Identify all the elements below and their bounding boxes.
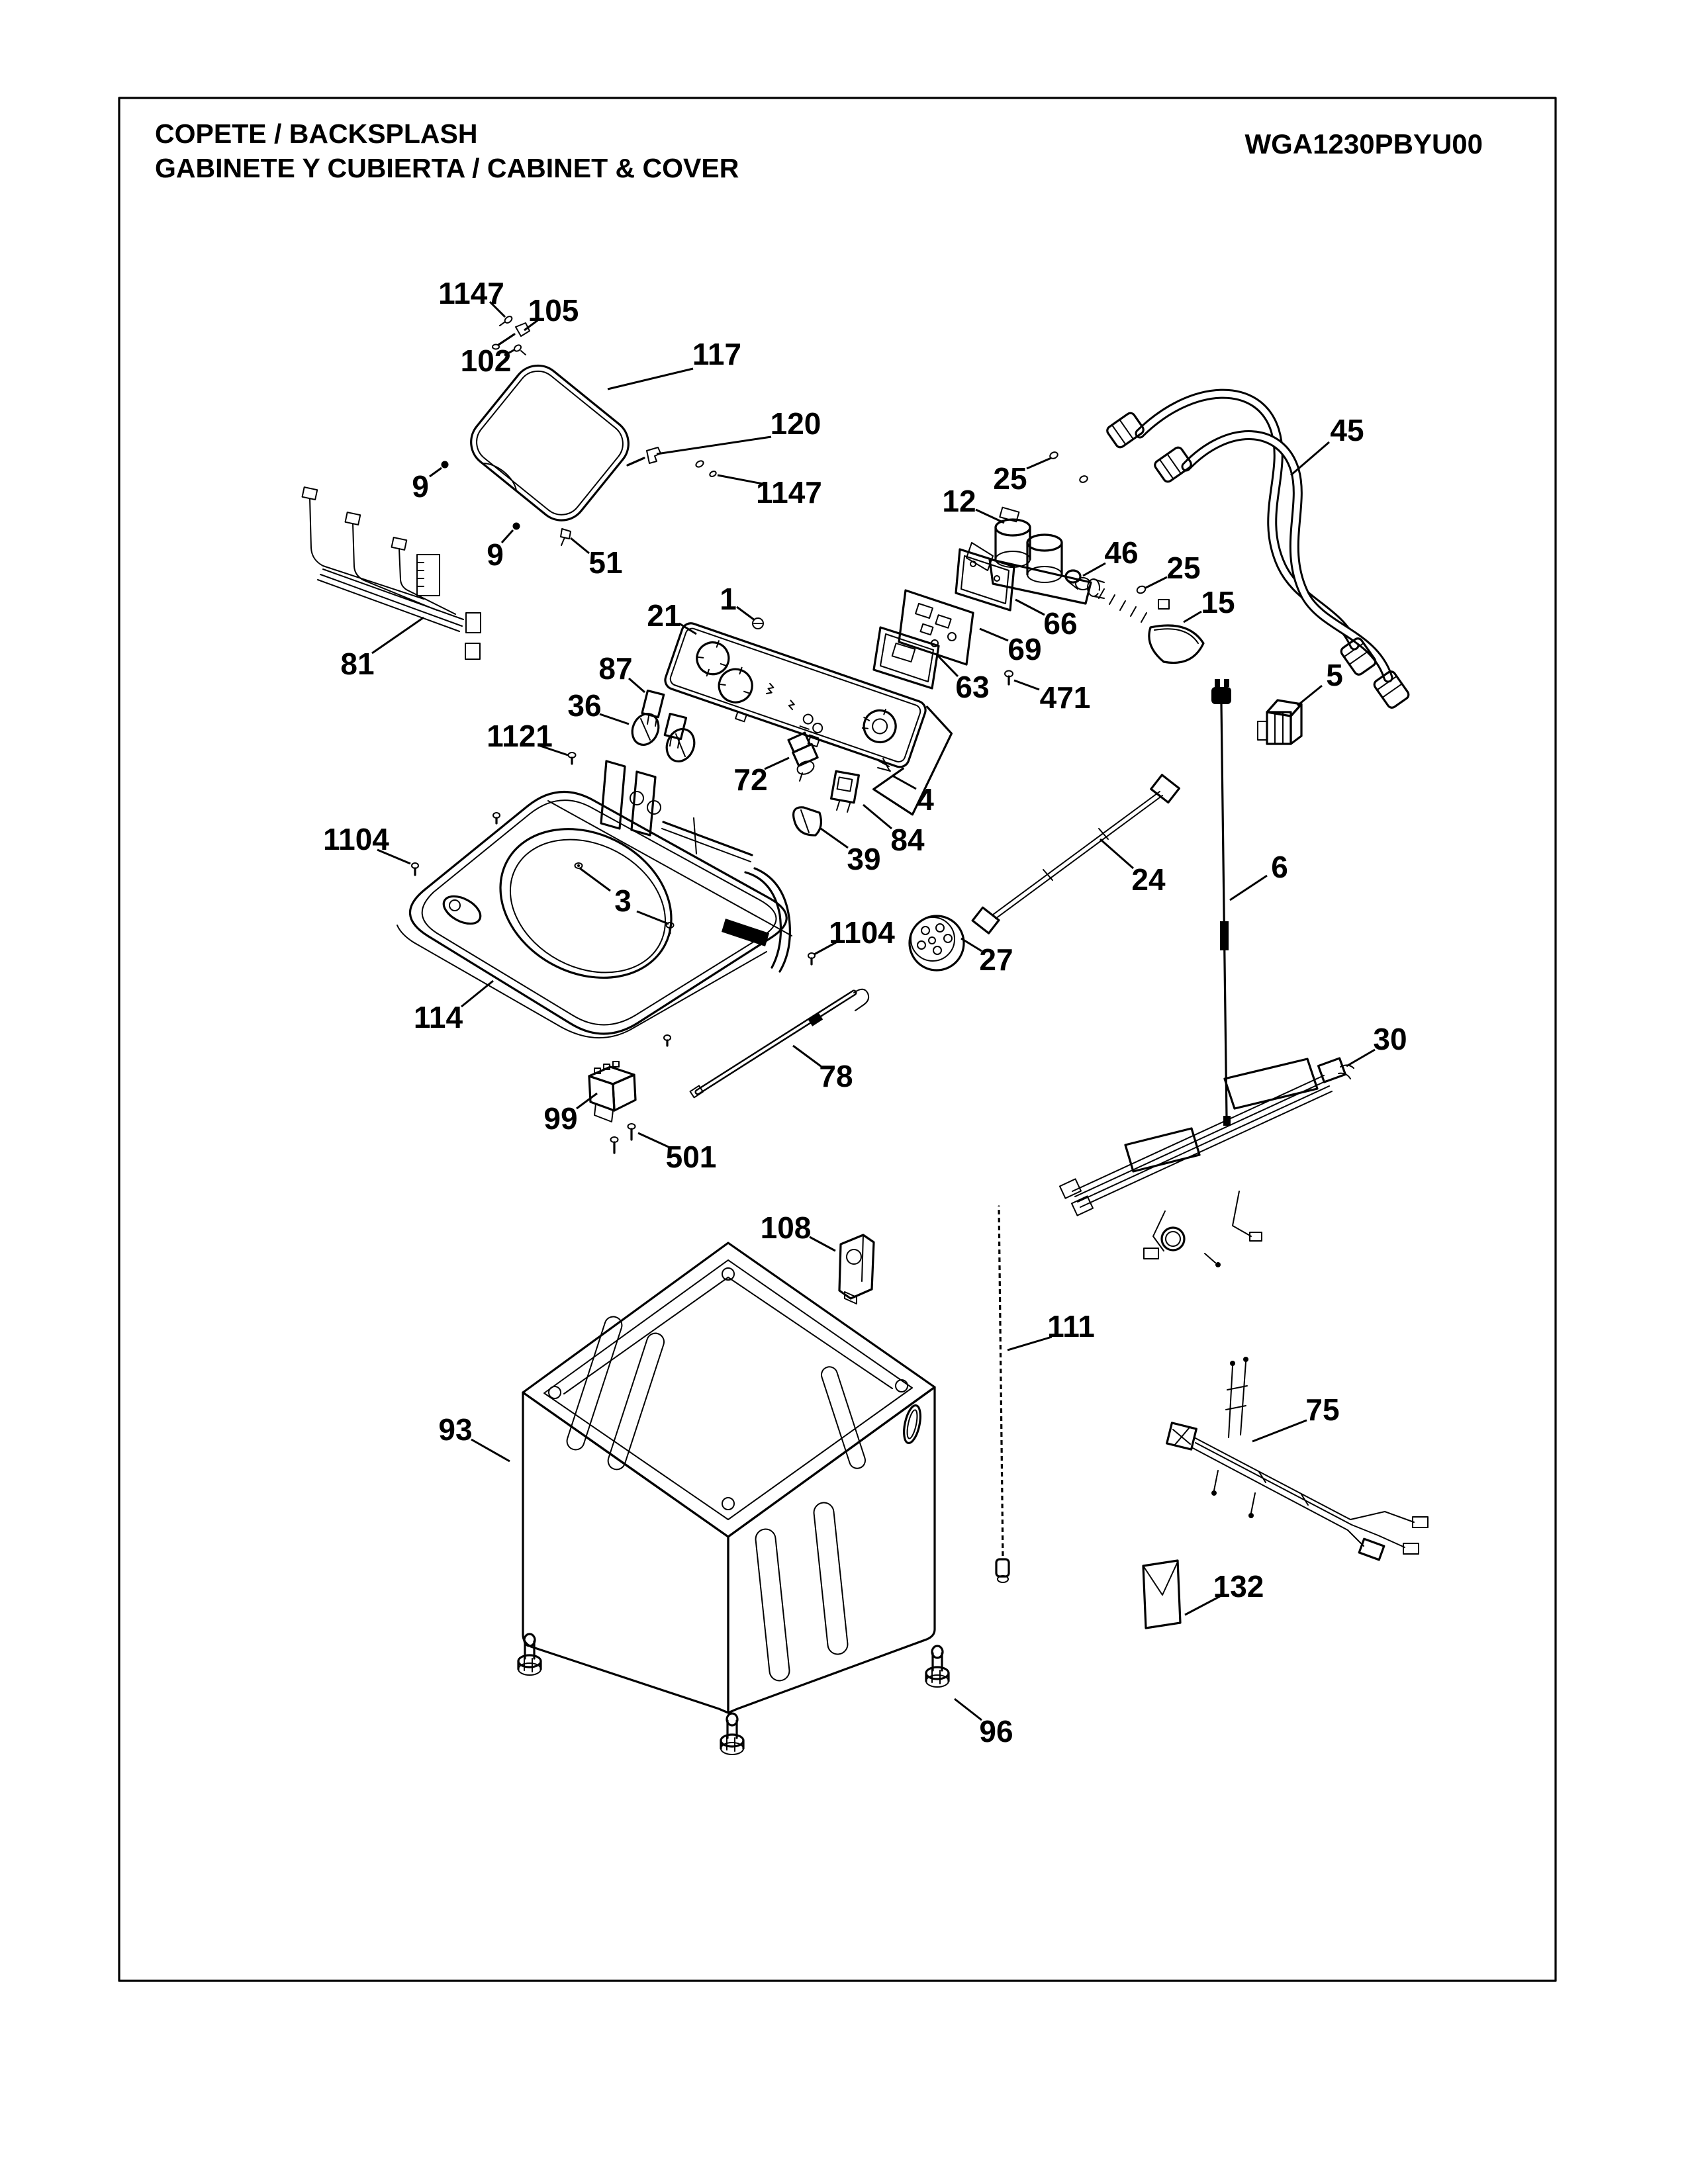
knob-39 <box>794 807 821 835</box>
wire-harness-81 <box>303 487 481 659</box>
callout-leader-51 <box>571 538 589 553</box>
screws-501 <box>611 1124 635 1153</box>
callout-111: 111 <box>1047 1309 1095 1343</box>
timer-knob-27 <box>910 916 964 970</box>
latch-120 <box>628 447 661 465</box>
callout-3: 3 <box>614 884 632 918</box>
callout-leader-9 <box>430 468 442 477</box>
callout-leader-25 <box>1145 577 1167 588</box>
callout-63: 63 <box>955 670 990 704</box>
callout-114: 114 <box>413 1000 463 1034</box>
callout-24: 24 <box>1131 862 1166 897</box>
fill-hoses-45 <box>1105 394 1410 709</box>
callout-9: 9 <box>412 469 429 504</box>
callout-471: 471 <box>1039 680 1091 715</box>
bracket-108 <box>839 1235 874 1304</box>
screw-25-upper <box>1049 451 1089 483</box>
callout-5: 5 <box>1326 658 1343 692</box>
cable-24 <box>972 775 1179 933</box>
callout-21: 21 <box>647 598 681 633</box>
knobs-36 <box>628 710 699 766</box>
console-panel-21 <box>649 621 958 818</box>
callout-1147: 1147 <box>438 276 504 310</box>
callout-1147: 1147 <box>756 475 822 510</box>
callout-27: 27 <box>979 942 1013 977</box>
callout-66: 66 <box>1043 606 1078 641</box>
callout-69: 69 <box>1008 632 1042 666</box>
lid-screws-1147-right <box>695 460 717 478</box>
callout-15: 15 <box>1201 585 1235 619</box>
callout-leader-117 <box>608 369 693 389</box>
callout-leader-3 <box>637 911 669 924</box>
switch-5 <box>1258 700 1301 744</box>
callout-layer <box>323 276 1407 1749</box>
callout-84: 84 <box>890 823 925 857</box>
page-border <box>119 98 1556 1981</box>
model-number: WGA1230PBYU00 <box>1244 128 1483 159</box>
callout-leader-99 <box>577 1093 597 1109</box>
callout-132: 132 <box>1213 1569 1264 1604</box>
callout-25: 25 <box>993 461 1027 496</box>
power-cord-6 <box>1211 679 1231 1126</box>
callout-1104: 1104 <box>829 915 895 950</box>
callout-leader-1 <box>737 607 755 620</box>
callout-87: 87 <box>598 651 633 686</box>
callout-leader-5 <box>1297 686 1322 705</box>
callout-leader-471 <box>1014 680 1039 690</box>
main-harness-30 <box>1060 1058 1354 1267</box>
callout-1104: 1104 <box>323 822 389 856</box>
switches-87 <box>642 691 686 748</box>
callout-4: 4 <box>917 782 934 817</box>
control-board-69 <box>899 590 973 664</box>
callout-108: 108 <box>760 1210 812 1245</box>
inlet-screen-15 <box>1094 589 1203 662</box>
callout-leader-36 <box>600 714 629 724</box>
trim-rod-111 <box>996 1206 1009 1582</box>
callout-leader-111 <box>1008 1337 1052 1350</box>
callout-117: 117 <box>692 337 742 371</box>
screw-471 <box>1005 671 1013 685</box>
callout-leader-3 <box>580 868 610 891</box>
envelope-132 <box>1143 1561 1180 1628</box>
callout-39: 39 <box>847 842 881 876</box>
callout-81: 81 <box>340 647 375 681</box>
leveling-feet-96 <box>518 1634 949 1754</box>
callout-51: 51 <box>588 545 623 580</box>
callout-78: 78 <box>819 1059 853 1093</box>
callout-leader-45 <box>1291 442 1329 475</box>
sub-harness-75 <box>1167 1357 1428 1560</box>
callout-96: 96 <box>979 1714 1013 1749</box>
screw-1121 <box>569 752 576 764</box>
callout-leader-114 <box>461 981 493 1007</box>
callout-leader-6 <box>1230 876 1267 900</box>
callout-99: 99 <box>543 1101 578 1136</box>
callout-36: 36 <box>567 688 602 723</box>
display-module-63 <box>874 627 939 688</box>
lid-hinge-screw-1147-left <box>500 315 513 326</box>
clip-51 <box>561 529 571 545</box>
top-cover-114 <box>397 761 792 1038</box>
callout-leader-66 <box>1015 600 1045 615</box>
screw-25-lower <box>1136 585 1147 595</box>
callout-501: 501 <box>665 1140 717 1174</box>
callout-leader-46 <box>1083 563 1105 576</box>
diagram-title-line1: COPETE / BACKSPLASH <box>155 118 478 149</box>
callout-46: 46 <box>1104 535 1139 570</box>
callout-93: 93 <box>438 1412 473 1447</box>
callout-leader-75 <box>1252 1420 1307 1441</box>
callout-leader-30 <box>1346 1050 1375 1066</box>
callout-leader-84 <box>863 805 892 829</box>
callout-leader-15 <box>1184 612 1201 622</box>
callout-leader-25 <box>1027 458 1051 469</box>
callout-leader-39 <box>821 829 848 848</box>
callout-leader-72 <box>765 758 789 769</box>
callout-leader-81 <box>372 617 424 653</box>
callout-leader-24 <box>1100 839 1133 868</box>
callout-105: 105 <box>528 293 579 328</box>
callout-45: 45 <box>1330 413 1364 447</box>
callout-leader-69 <box>980 629 1008 641</box>
screw-9-left <box>442 461 449 469</box>
callout-25: 25 <box>1166 551 1201 585</box>
diagram-title-line2: GABINETE Y CUBIERTA / CABINET & COVER <box>155 153 739 183</box>
callout-leader-78 <box>793 1046 821 1066</box>
shield-plate-66 <box>956 549 1014 610</box>
callout-72: 72 <box>733 762 768 797</box>
callout-leader-108 <box>810 1237 835 1251</box>
callout-leader-120 <box>657 437 771 454</box>
lid-lock-99 <box>589 1062 635 1122</box>
callout-9: 9 <box>487 537 504 572</box>
callout-30: 30 <box>1373 1022 1407 1056</box>
switch-84 <box>831 771 859 812</box>
callout-75: 75 <box>1305 1392 1340 1427</box>
callout-102: 102 <box>460 343 512 378</box>
hinge-screw-102 <box>513 343 526 355</box>
callout-leader-93 <box>471 1439 510 1461</box>
callout-1121: 1121 <box>487 719 553 753</box>
callout-120: 120 <box>770 406 821 441</box>
callout-leader-96 <box>955 1699 982 1720</box>
screw-9-bottom <box>513 523 520 530</box>
callout-6: 6 <box>1271 850 1288 884</box>
cabinet-93 <box>523 1243 935 1713</box>
lid-117 <box>461 355 639 531</box>
pressure-switch-72 <box>788 733 818 781</box>
callout-1: 1 <box>720 582 737 616</box>
callout-12: 12 <box>942 484 976 518</box>
callout-leader-4 <box>892 776 916 789</box>
